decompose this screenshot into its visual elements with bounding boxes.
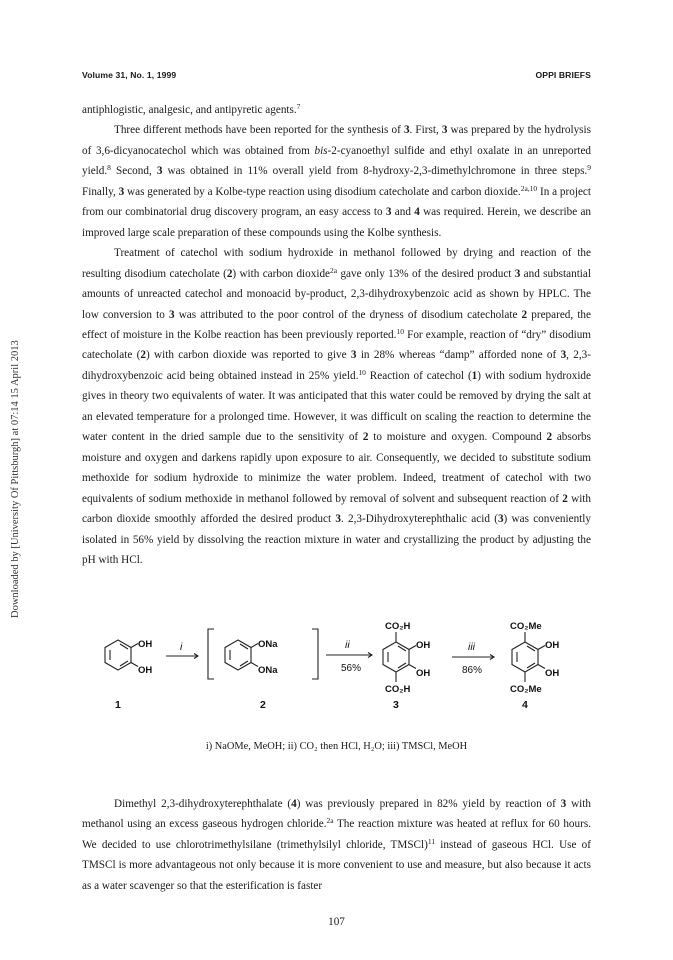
compound-4-number: 4 <box>522 699 528 711</box>
oh-label: OH <box>416 640 431 651</box>
co2h-label: CO₂H <box>385 621 411 632</box>
ona-label: ONa <box>258 639 278 650</box>
compound-3-number: 3 <box>393 699 399 711</box>
paragraph-treatment: Treatment of catechol with sodium hydroxide in methanol followed by drying and reaction of the resulting disodium catecholate (2) with carbon dioxide$^{2a}$ gave only 13% of the desired product 3 and substantial amounts of unreacted catechol and monoacid by-product, 2,3-dihydroxybenzoic acid as shown by HPLC. The low conversion to 3 was attributed to the poor control of the dryness of disodium catecholate 2 prepared, the effect of moisture in the Kolbe reaction has been previously reported.$^{10}$ For example, reaction of “dry” disodium catecholate (2) with carbon dioxide was reported to give 3 in 28% whereas “damp” afforded none of 3, 2,3-dihydroxybenzoic acid being obtained instead in 25% yield.$^{10}$ Reaction of catechol (1) with sodium hydroxide gives in theory two equivalents of water. It was anticipated that this water could be removed by drying the salt at an elevated temperature for a prolonged time. However, it was difficult on scaling the reaction to determine the water content in the dried sample due to the sensitivity of 2 to moisture and oxygen. Compound 2 absorbs moisture and oxygen and darkens rapidly upon exposure to air. Consequently, we decided to substitute sodium methoxide for sodium hydroxide to minimize the water problem. Indeed, treatment of catechol with two equivalents of sodium methoxide in methanol followed by removal of solvent and subsequent reaction of 2 with carbon dioxide smoothly afforded the desired product 3. 2,3-Dihydroxyterephthalic acid (3) was conveniently isolated in 56% yield by dissolving the reaction mixture in water and crystallizing the product by adjusting the pH with HCl. <box>82 247 592 566</box>
co2h-label: CO₂H <box>385 684 411 695</box>
disodium-catecholate-structure <box>225 640 258 670</box>
terephthalic-acid-structure <box>383 632 416 682</box>
yield-iii-label: 86% <box>462 665 483 676</box>
yield-ii-label: 56% <box>341 663 362 674</box>
page-number: 107 <box>328 916 345 928</box>
running-header-right: OPPI BRIEFS <box>535 70 591 80</box>
oh-label: OH <box>138 639 153 650</box>
step-iii-label: iii <box>468 641 475 653</box>
compound-1-number: 1 <box>115 699 121 711</box>
paragraph-lead: antiphlogistic, analgesic, and antipyretic agents.$^7$ <box>82 102 301 116</box>
paragraph-esterification: Dimethyl 2,3-dihydroxyterephthalate (4) was previously prepared in 82% yield by reaction of 3 with methanol using an excess gaseous hydrogen chloride.$^{2a}$ The reaction mixture was heated at reflux for 60 hours. We decided to use chlorotrimethylsilane (trimethylsilyl chloride, TMSCl)$^{11}$ instead of gaseous HCl. Use of TMSCl is more advantageous not only because it is more convenient to use and measure, but also because it acts as a water scavenger so that the esterification is faster <box>82 798 592 892</box>
co2me-label: CO₂Me <box>510 621 542 632</box>
download-watermark: Downloaded by [University Of Pittsburgh] at 07:14 15 April 2013 <box>10 340 21 618</box>
body-text-bottom <box>82 794 591 896</box>
oh-label: OH <box>416 668 431 679</box>
oh-label: OH <box>138 665 153 676</box>
step-ii-label: ii <box>345 639 350 651</box>
ona-label: ONa <box>258 665 278 676</box>
oh-label: OH <box>545 668 560 679</box>
catechol-structure <box>105 640 138 670</box>
body-text-top <box>82 100 591 570</box>
compound-2-number: 2 <box>260 699 266 711</box>
reaction-scheme <box>82 613 591 761</box>
step-i-label: i <box>180 641 183 653</box>
dimethyl-ester-structure <box>512 632 545 682</box>
scheme-drawing <box>82 613 591 741</box>
paragraph-methods: Three different methods have been reported for the synthesis of 3. First, 3 was prepared by the hydrolysis of 3,6-dicyanocatechol which was obtained from bis-2-cyanoethyl sulfide and ethyl oxalate in an unreported yield.$^8$ Second, 3 was obtained in 11% overall yield from 8-hydroxy-2,3-dimethylchromone in three steps.$^9$ Finally, 3 was generated by a Kolbe-type reaction using disodium catecholate and carbon dioxide.$^{2a,10}$ In a project from our combinatorial drug discovery program, an easy access to 3 and 4 was required. Herein, we describe an improved large scale preparation of these compounds using the Kolbe synthesis. <box>82 124 592 239</box>
co2me-label: CO₂Me <box>510 684 542 695</box>
running-header-left: Volume 31, No. 1, 1999 <box>82 70 177 80</box>
oh-label: OH <box>545 640 560 651</box>
scheme-caption: i) NaOMe, MeOH; ii) CO₂ then HCl, H₂O; iii) TMSCl, MeOH <box>205 741 468 752</box>
